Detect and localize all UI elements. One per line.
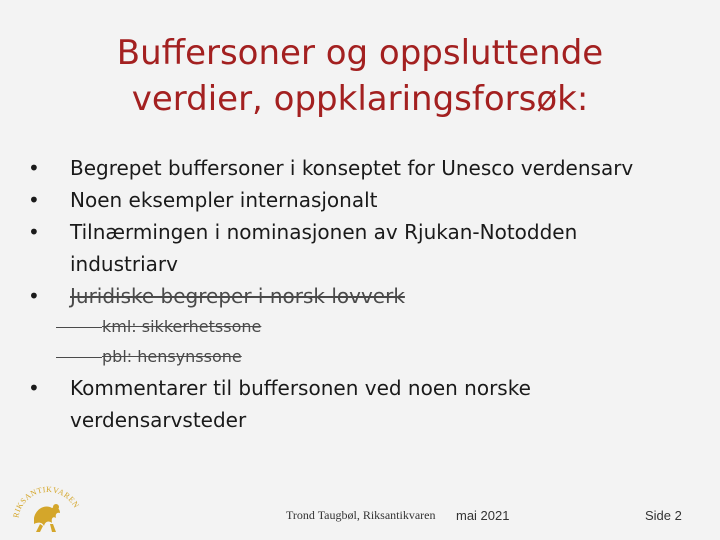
sub-item-text: pbl: hensynssone [102, 347, 242, 366]
bullet-dot: • [28, 188, 40, 212]
bullet-text-line-2: industriarv [70, 252, 178, 276]
footer-date: mai 2021 [456, 508, 510, 523]
bullet-item [28, 216, 708, 280]
bullet-list [28, 152, 708, 436]
svg-text:RIKSANTIKVAREN: RIKSANTIKVAREN [11, 484, 82, 519]
bullet-text-line-2: verdensarvsteder [70, 408, 247, 432]
bullet-item-struck [28, 280, 708, 312]
riksantikvaren-logo [10, 478, 86, 534]
strike-dash [56, 357, 102, 358]
bullet-dot: • [28, 220, 40, 244]
bullet-text-line-1: Kommentarer til buffersonen ved noen norske [70, 376, 531, 400]
slide-title [60, 30, 660, 122]
sub-item-text: kml: sikkerhetssone [102, 317, 262, 336]
bullet-item [28, 184, 708, 216]
title-line-1: Buffersoner og oppsluttende [116, 33, 604, 73]
bullet-dot: • [28, 156, 40, 180]
title-line-2: verdier, oppklaringsforsøk: [131, 79, 589, 119]
bullet-dot: • [28, 376, 40, 400]
bullet-item [28, 372, 708, 436]
bullet-dot: • [28, 284, 40, 308]
footer-page-number: Side 2 [645, 508, 682, 523]
bullet-text: Begrepet buffersoner i konseptet for Unesco verdensarv [70, 156, 634, 180]
bullet-text: Noen eksempler internasjonalt [70, 188, 378, 212]
bullet-text: Juridiske begreper i norsk lovverk [70, 284, 405, 308]
sub-item-struck [28, 312, 708, 342]
bullet-text-line-1: Tilnærmingen i nominasjonen av Rjukan-Notodden [70, 220, 578, 244]
strike-dash [56, 327, 102, 328]
bullet-item [28, 152, 708, 184]
footer-author: Trond Taugbøl, Riksantikvaren [286, 508, 436, 522]
sub-item-struck [28, 342, 708, 372]
